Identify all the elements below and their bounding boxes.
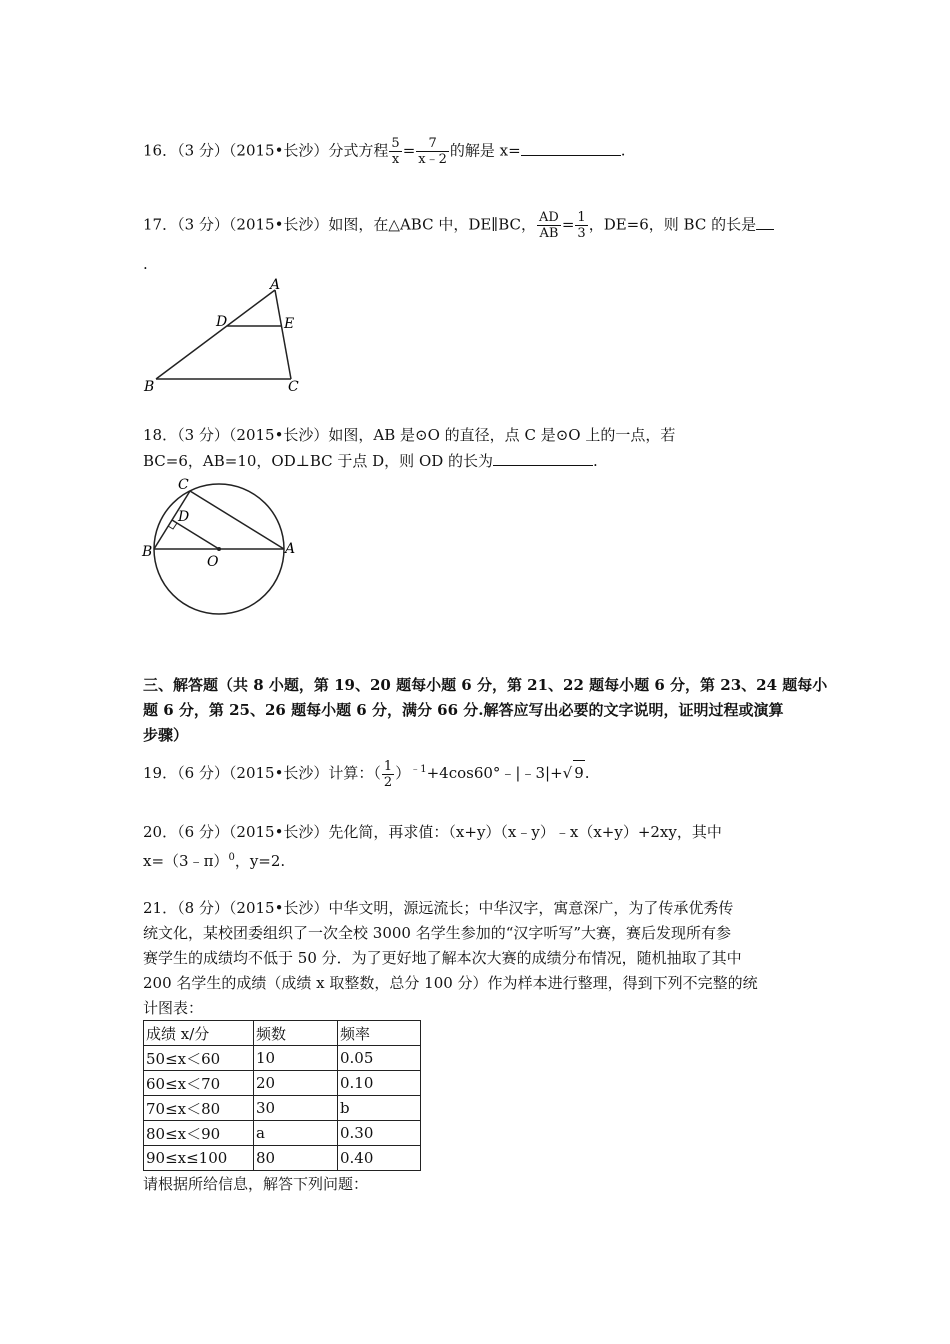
center-point	[217, 547, 221, 551]
table-row	[144, 1046, 421, 1071]
q19-close-paren: ）	[395, 764, 411, 782]
q17-fraction-1: $\frac{AD}{AB}$	[539, 210, 559, 241]
q16-suffix: 的解是 x=	[449, 141, 521, 160]
q20-line-2-b: ，y=2.	[234, 852, 286, 870]
table-cell: 10	[254, 1046, 338, 1071]
question-17	[143, 210, 774, 241]
label-c: C	[288, 379, 299, 395]
q17-end: .	[143, 255, 148, 273]
side-ac	[275, 290, 291, 379]
table-header: 频率	[338, 1021, 421, 1046]
q16-equals: =	[402, 141, 416, 160]
section-3-line-2: 题 6 分，第 25、26 题每小题 6 分，满分 66 分.解答应写出必要的文字说明，证明过程或演算	[143, 701, 784, 719]
table-cell: 80≤x＜90	[144, 1121, 254, 1146]
q20-exponent: 0	[228, 852, 235, 863]
question-19: 19．（6 分）（2015•长沙）计算：（ $\frac{1}{2}$ ）$^{﹣1}$+4cos60°﹣|﹣3|+√ 9.	[143, 758, 590, 790]
q21-line-3: 赛学生的成绩均不低于 50 分．为了更好地了解本次大赛的成绩分布情况，随机抽取了其中	[143, 949, 742, 967]
q18-line-2-text: BC=6，AB=10，OD⊥BC 于点 D，则 OD 的长为	[143, 452, 494, 470]
section-3-line-3: 步骤）	[143, 726, 189, 744]
label-a: A	[285, 541, 296, 557]
table-row	[144, 1146, 421, 1171]
table-row	[144, 1096, 421, 1121]
table-cell: 0.10	[338, 1071, 421, 1096]
q20-line-1: 20．（6 分）（2015•长沙）先化简，再求值：（x+y）（x﹣y）﹣x（x+y）+2xy，其中	[143, 823, 722, 841]
q21-line-1: 21．（8 分）（2015•长沙）中华文明，源远流长；中华汉字，寓意深广，为了传承优秀传	[143, 899, 734, 917]
frequency-table	[143, 1020, 421, 1171]
q18-answer-blank	[493, 449, 593, 466]
table-cell: 0.30	[338, 1121, 421, 1146]
table-cell: 60≤x＜70	[144, 1071, 254, 1096]
table-cell: 50≤x＜60	[144, 1046, 254, 1071]
side-ba	[156, 290, 275, 379]
q16-end: .	[620, 141, 626, 160]
q16-answer-blank	[521, 139, 621, 156]
table-header: 频数	[254, 1021, 338, 1046]
table-header-row	[144, 1021, 421, 1046]
q21-line-4: 200 名学生的成绩（成绩 x 取整数，总分 100 分）作为样本进行整理，得到下列不完整的统	[143, 974, 758, 992]
q17-equals: =	[561, 215, 575, 234]
table-row	[144, 1071, 421, 1096]
table-cell: 20	[254, 1071, 338, 1096]
table-cell: a	[254, 1121, 338, 1146]
q21-after-table: 请根据所给信息，解答下列问题：	[143, 1175, 369, 1193]
triangle-figure	[140, 275, 310, 395]
q16-fraction-1: $\frac{5}{x}$	[391, 136, 400, 167]
section-3-line-1: 三、解答题（共 8 小题，第 19、20 题每小题 6 分，第 21、22 题每小题 6 分，第 23、24 题每小	[143, 676, 828, 694]
label-d: D	[178, 509, 190, 525]
label-o: O	[207, 554, 219, 570]
q16-fraction-2: $\frac{7}{x﹣2}$	[418, 136, 447, 167]
q18-line-2	[143, 449, 598, 473]
label-b: B	[142, 544, 153, 560]
table-header: 成绩 x/分	[144, 1021, 254, 1046]
table-cell: 0.05	[338, 1046, 421, 1071]
q19-prefix: 19．（6 分）（2015•长沙）计算：（	[143, 764, 381, 782]
q19-rest: +4cos60°﹣|﹣3|+	[426, 764, 563, 782]
label-b: B	[144, 379, 155, 395]
q19-sqrt: 9	[573, 760, 585, 785]
q17-suffix: ，DE=6，则 BC 的长是	[588, 215, 757, 234]
q16-prefix: 16．（3 分）（2015•长沙）分式方程	[143, 141, 389, 160]
table-cell: b	[338, 1096, 421, 1121]
table-cell: 70≤x＜80	[144, 1096, 254, 1121]
q20-line-2-a: x=（3﹣π）	[143, 852, 229, 870]
q21-line-2: 统文化，某校团委组织了一次全校 3000 名学生参加的“汉字听写”大赛，赛后发现所有参	[143, 924, 732, 942]
circle-figure	[140, 475, 300, 620]
label-d: D	[216, 314, 228, 330]
q17-prefix: 17．（3 分）（2015•长沙）如图，在△ABC 中，DE∥BC，	[143, 215, 537, 234]
label-a: A	[270, 277, 281, 293]
q19-end: .	[584, 764, 590, 782]
q17-fraction-2: $\frac{1}{3}$	[577, 210, 586, 241]
q19-exponent: ﹣1	[410, 764, 427, 775]
label-c: C	[178, 477, 189, 493]
table-row	[144, 1121, 421, 1146]
q19-fraction: $\frac{1}{2}$	[383, 758, 393, 790]
q20-line-2	[143, 846, 285, 873]
q21-line-5: 计图表：	[143, 999, 204, 1017]
table-cell: 30	[254, 1096, 338, 1121]
table-cell: 80	[254, 1146, 338, 1171]
label-e: E	[284, 316, 295, 332]
question-16	[143, 136, 625, 167]
table-cell: 90≤x≤100	[144, 1146, 254, 1171]
q17-answer-blank	[756, 213, 774, 230]
q18-end: .	[593, 452, 598, 470]
table-cell: 0.40	[338, 1146, 421, 1171]
q18-line-1: 18．（3 分）（2015•长沙）如图，AB 是⊙O 的直径，点 C 是⊙O 上的一点，若	[143, 426, 676, 444]
